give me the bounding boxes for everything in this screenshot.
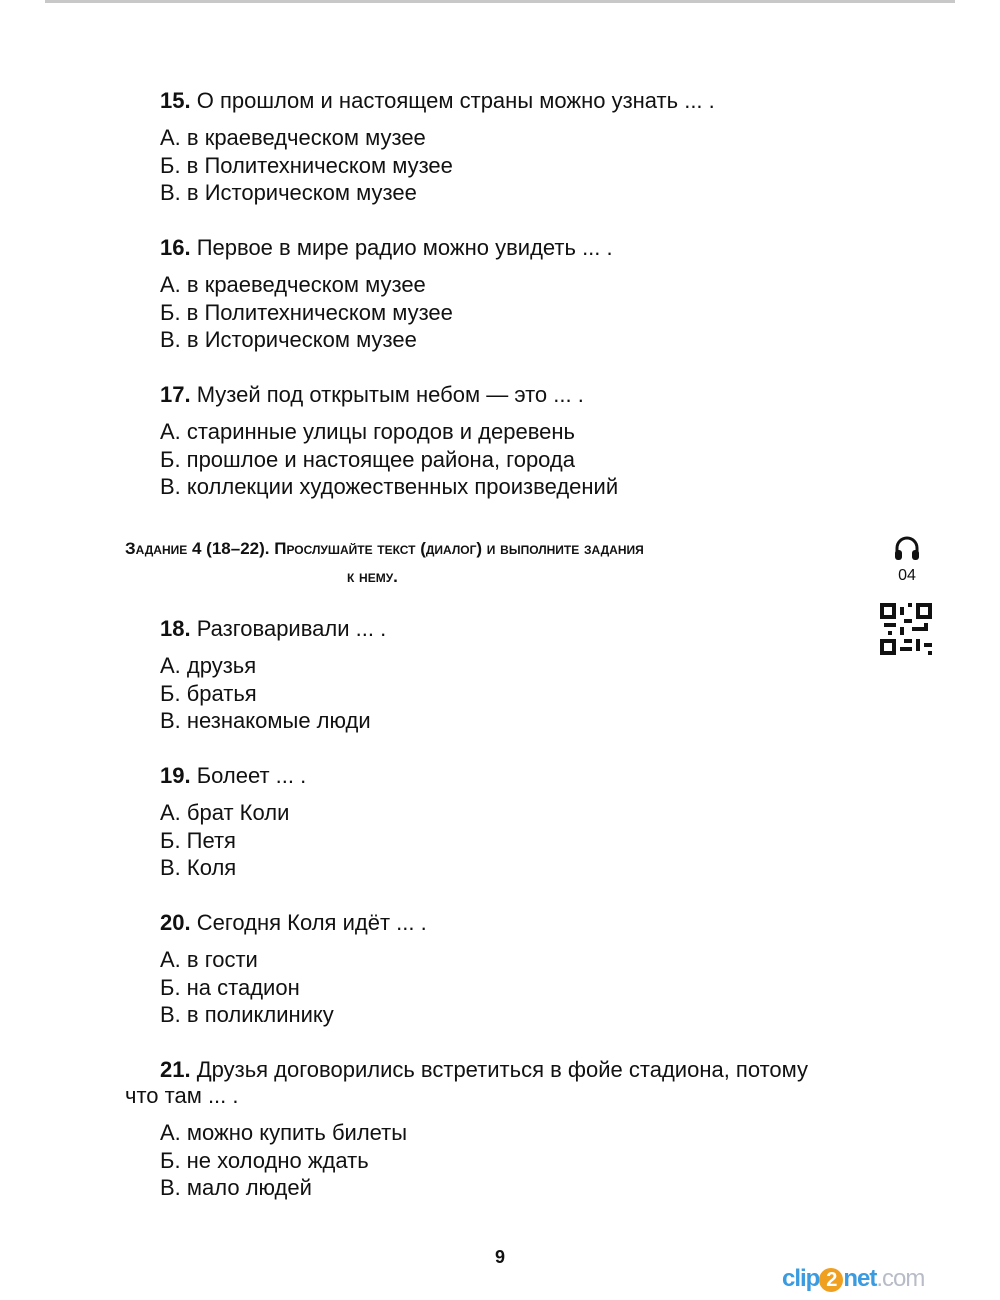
question-20 [160,910,880,1029]
question-18 [160,616,880,735]
answer-option[interactable]: Б. не холодно ждать [160,1147,369,1173]
question-number: 17. [160,382,191,407]
answer-option[interactable]: А. старинные улицы городов и деревень [160,419,575,444]
task-title: Задание 4 (18–22). [125,539,270,558]
answer-option[interactable]: В. незнакомые люди [160,708,371,733]
question-stem: Сегодня Коля идёт ... . [196,910,427,935]
answer-option[interactable]: А. в гости [160,947,258,972]
headphones-icon [893,536,921,562]
answer-option[interactable]: Б. прошлое и настоящее района, города [160,446,576,472]
question-15 [160,88,880,207]
answer-option[interactable]: В. в Историческом музее [160,327,417,352]
answer-option[interactable]: В. коллекции художественных произведений [160,474,619,499]
question-stem: Первое в мире радио можно увидеть ... . [196,235,613,260]
question-number: 20. [160,910,191,935]
answer-option[interactable]: Б. братья [160,680,257,706]
question-number: 21. [160,1057,191,1082]
answer-option[interactable]: А. в краеведческом музее [160,125,426,150]
question-stem-cont: что там ... . [125,1083,239,1108]
question-text [160,616,880,642]
question-17 [160,382,880,501]
qr-code-icon[interactable] [880,603,932,655]
question-text [125,1057,880,1109]
answer-option[interactable]: В. в Историческом музее [160,180,417,205]
page-number: 9 [494,1247,505,1267]
question-text [160,88,880,114]
question-number: 19. [160,763,191,788]
task-instruction-line2: к нему. [347,567,398,586]
question-number: 16. [160,235,191,260]
audio-marker[interactable] [893,536,921,585]
answer-option[interactable]: В. в поликлинику [160,1002,334,1027]
answer-option[interactable]: А. можно купить билеты [160,1120,408,1145]
question-text [160,910,880,936]
question-stem: Музей под открытым небом — это ... . [196,382,584,407]
answer-option[interactable]: Б. на стадион [160,974,300,1000]
top-rule [45,0,955,3]
question-number: 15. [160,88,191,113]
question-stem: Друзья договорились встретиться в фойе стадиона, потому [196,1057,809,1082]
question-stem: Разговаривали ... . [196,616,387,641]
question-21 [125,1057,880,1202]
answer-option[interactable]: Б. в Политехническом музее [160,299,453,325]
answer-option[interactable]: В. Коля [160,855,237,880]
question-stem: О прошлом и настоящем страны можно узнать ... . [196,88,715,113]
clip2net-watermark: clip 2 net.com [782,1265,925,1292]
task-instruction-line1: Прослушайте текст (диалог) и выполните задания [274,539,644,558]
question-text [160,235,880,261]
question-number: 18. [160,616,191,641]
answer-option[interactable]: А. друзья [160,653,257,678]
answer-option[interactable]: В. мало людей [160,1175,312,1200]
question-text [160,382,880,408]
answer-option[interactable]: А. брат Коли [160,800,290,825]
task-header [125,535,875,591]
answer-option[interactable]: Б. в Политехническом музее [160,152,453,178]
question-16 [160,235,880,354]
question-19 [160,763,880,882]
answer-option[interactable]: Б. Петя [160,827,236,853]
audio-track-number: 04 [898,567,916,584]
answer-option[interactable]: А. в краеведческом музее [160,272,426,297]
question-stem: Болеет ... . [196,763,307,788]
question-text [160,763,880,789]
